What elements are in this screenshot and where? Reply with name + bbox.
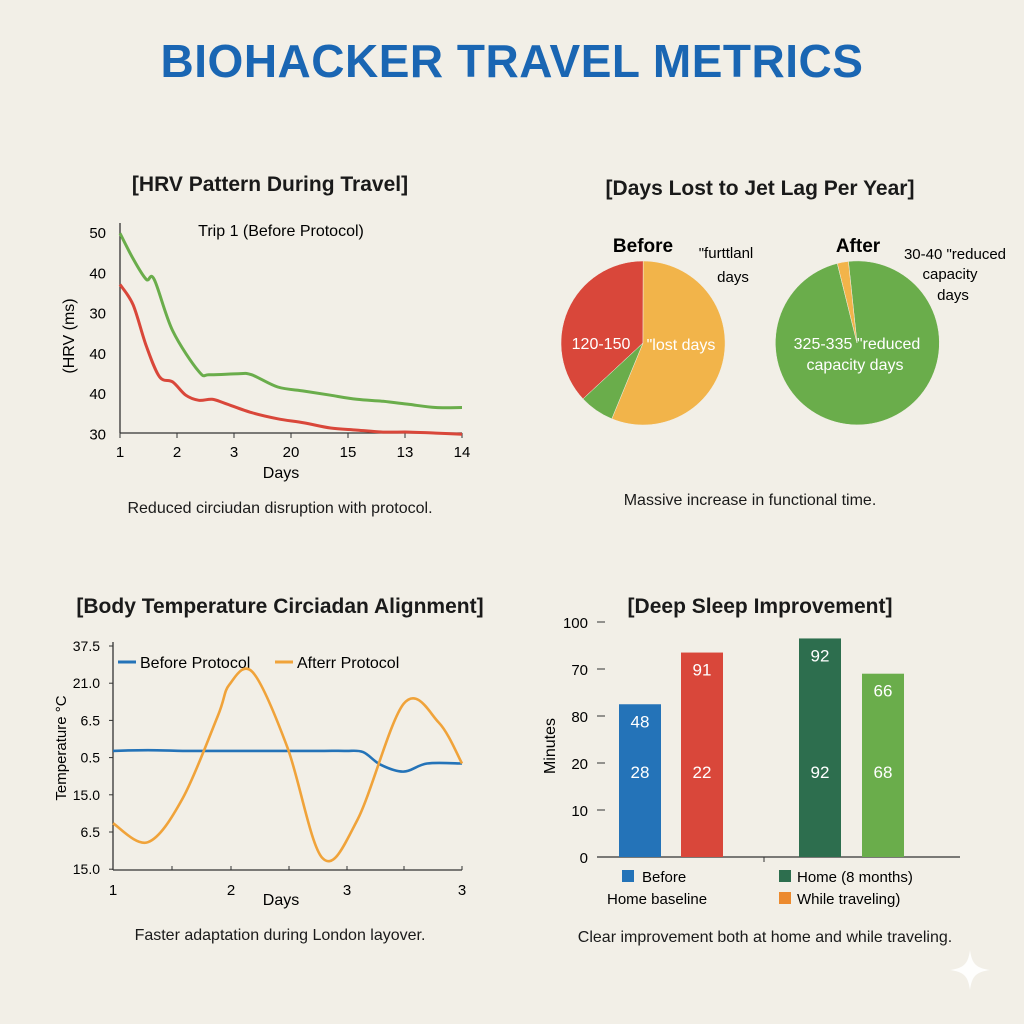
hrv-y-tick-label: 40 [89,265,106,283]
hrv-x-axis-label: Days [262,465,300,482]
sleep-legend-swatch [622,870,634,882]
sleep-bar-top-label: 48 [630,712,650,732]
temp-legend-label: Afterr Protocol [297,655,400,672]
temp-x-tick-label: 2 [226,882,236,899]
hrv-series-line-2 [120,285,462,435]
temp-y-tick-label: 0.5 [80,749,100,766]
temp-y-tick-label: 6.5 [80,824,100,840]
sleep-bar-top-label: 66 [873,681,893,701]
temp-x-tick-label: 3 [457,882,467,899]
pie-before-slice-label: 120-150 [571,336,631,353]
sleep-caption: Clear improvement both at home and while traveling. [577,929,953,946]
hrv-chart-title: [HRV Pattern During Travel] [131,173,409,196]
sleep-y-tick-label: 100 [562,615,588,632]
pie-before-annotation: days [717,269,749,286]
temp-series-line-2 [113,669,462,862]
hrv-caption: Reduced circiudan disruption with protocol. [127,500,433,517]
hrv-y-tick-label: 40 [89,345,106,363]
temp-y-tick-label: 37.5 [72,638,100,654]
temp-y-tick-label: 15.0 [72,786,100,803]
hrv-x-tick-label: 1 [115,444,125,461]
sleep-y-tick-label: 80 [571,709,588,726]
temp-series-line-1 [113,750,462,771]
temp-chart-title: [Body Temperature Circiadan Alignment] [76,595,484,618]
sleep-legend-label: Home (8 months) [797,869,913,886]
pie-after-inner-label: capacity days [806,357,904,374]
sleep-y-tick-label: 70 [571,662,588,679]
sleep-chart-title: [Deep Sleep Improvement] [627,595,893,618]
hrv-x-tick-label: 3 [229,444,239,461]
sleep-legend-label: Home baseline [607,891,708,908]
sleep-bar-top-label: 91 [692,660,712,680]
pie-before-slice-label: "lost days [646,337,716,354]
sleep-y-tick-label: 20 [571,756,588,773]
temp-y-tick-label: 15.0 [72,861,100,878]
pie-before-annotation: "furttlanl [698,245,754,262]
sleep-legend-swatch [779,870,791,882]
page-title: BIOHACKER TRAVEL METRICS [160,35,864,87]
sparkle-icon [946,946,994,994]
hrv-x-tick-label: 15 [339,444,357,461]
hrv-x-tick-label: 14 [453,444,471,461]
sleep-legend-label: Before [642,869,687,886]
sleep-bar-mid-label: 22 [692,763,712,782]
temp-x-axis-label: Days [262,892,300,909]
hrv-y-tick-label: 30 [89,305,106,323]
sleep-bar-mid-label: 92 [810,763,830,782]
temp-y-tick-label: 21.0 [72,675,100,692]
hrv-x-tick-label: 13 [396,444,414,461]
sleep-bar-3 [799,638,841,857]
hrv-y-tick-label: 40 [89,386,106,404]
sleep-bar-mid-label: 28 [630,763,650,782]
temp-legend-label: Before Protocol [140,655,251,672]
jetlag-caption: Massive increase in functional time. [623,492,877,509]
pie-after-annotation: capacity [922,266,978,283]
hrv-x-tick-label: 2 [172,444,182,461]
sleep-y-tick-label: 10 [571,803,588,820]
sleep-y-tick-label: 0 [579,850,588,867]
sleep-bar-mid-label: 68 [873,763,893,782]
temp-x-tick-label: 1 [108,882,118,899]
pie-after-label: After [835,236,881,257]
sleep-legend-label: While traveling) [797,891,901,908]
hrv-y-axis-label: (HRV (ms) [61,298,78,374]
sleep-bar-2 [681,653,723,857]
temp-y-axis-label: Temperature °C [53,695,70,801]
hrv-y-tick-label: 30 [89,426,106,444]
jetlag-chart-title: [Days Lost to Jet Lag Per Year] [605,177,915,200]
pie-after-inner-label: 325-335 "reduced [793,336,921,353]
temp-caption: Faster adaptation during London layover. [134,927,426,944]
pie-before-label: Before [612,236,674,257]
hrv-x-tick-label: 20 [282,444,300,461]
sleep-bar-top-label: 92 [810,646,830,666]
temp-y-tick-label: 6.5 [80,712,100,729]
hrv-annotation: Trip 1 (Before Protocol) [198,223,364,240]
pie-after-annotation: days [937,287,969,304]
sleep-legend-swatch [779,892,791,904]
hrv-y-tick-label: 50 [89,225,106,242]
temp-x-tick-label: 3 [342,882,352,899]
pie-after-annotation: 30-40 "reduced [903,246,1007,263]
sleep-y-axis-label: Minutes [542,717,559,775]
